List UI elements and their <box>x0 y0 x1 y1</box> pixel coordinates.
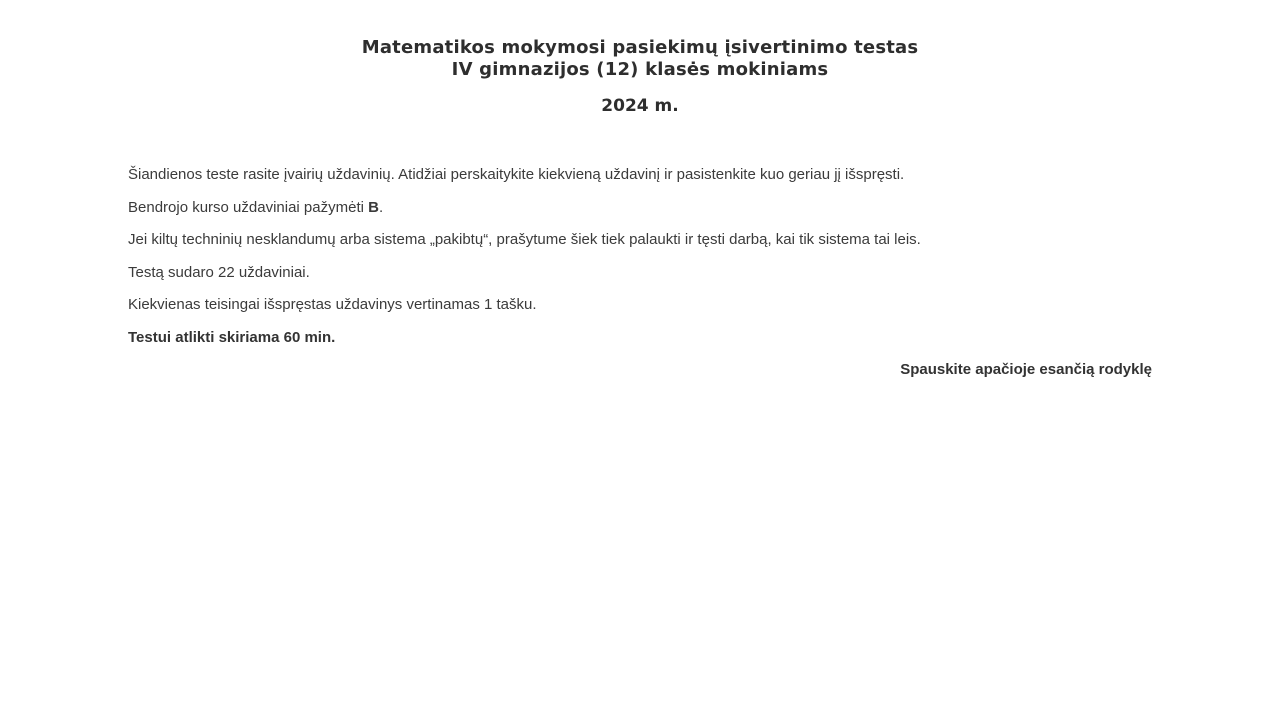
test-title <box>128 37 1152 81</box>
instruction-technical: Jei kiltų techninių nesklandumų arba sistema „pakibtų“, prašytume šiek tiek palaukti ir tęsti darbą, kai tik sistema tai leis. <box>128 231 921 248</box>
instruction-course-prefix: Bendrojo kurso uždaviniai pažymėti <box>128 198 369 216</box>
instruction-course-suffix: . <box>378 198 384 216</box>
content-area <box>128 0 1152 380</box>
test-title-line2: IV gimnazijos (12) klasės mokiniams <box>451 59 829 80</box>
instruction-task-count: Testą sudaro 22 uždaviniai. <box>128 263 310 281</box>
test-title-line1: Matematikos mokymosi pasiekimų įsivertinimo testas <box>361 37 919 58</box>
instruction-scoring: Kiekvienas teisingai išspręstas uždavinys vertinamas 1 tašku. <box>128 296 537 313</box>
navigation-hint: Spauskite apačioje esančią rodyklę <box>900 361 1152 378</box>
instructions-section <box>128 165 1152 380</box>
instruction-intro: Šiandienos teste rasite įvairių uždavinių. Atidžiai perskaitykite kiekvieną uždavinį ir pasistenkite kuo geriau jį išspręsti. <box>128 166 905 183</box>
instruction-duration: Testui atlikti skiriama 60 min. <box>128 328 336 346</box>
course-marker-b: B <box>368 198 379 216</box>
test-header <box>128 37 1152 117</box>
instruction-course-marking <box>128 198 1152 218</box>
test-year: 2024 m. <box>601 96 679 116</box>
